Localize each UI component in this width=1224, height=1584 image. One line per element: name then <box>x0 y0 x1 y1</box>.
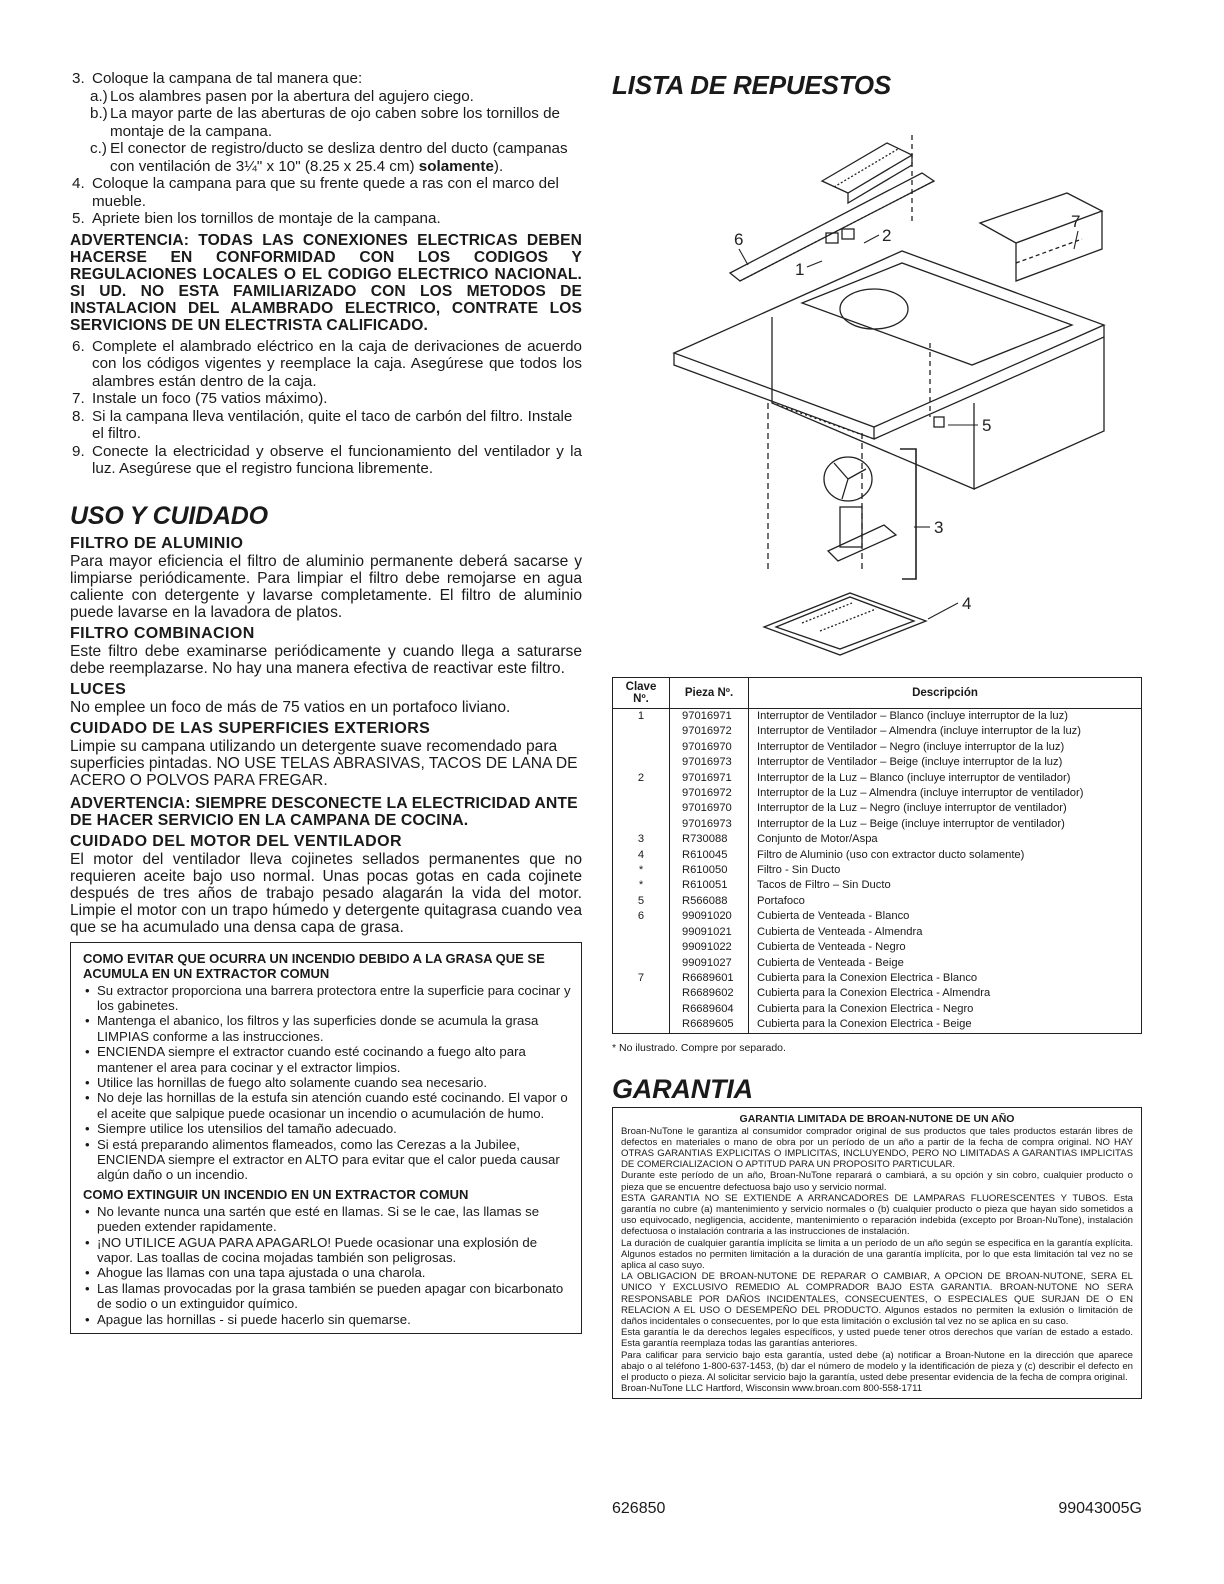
col-header-part: Pieza Nº. <box>670 678 749 709</box>
fire-prevention-item: • Utilice las hornillas de fuego alto solamente cuando sea necesario. <box>83 1075 571 1090</box>
fire-prevention-item: • ENCIENDA siempre el extractor cuando esté cocinando a fuego alto para mantener el area para cocinar y el extractor limpios. <box>83 1044 571 1075</box>
cell-desc: Filtro - Sin Ducto <box>757 864 841 877</box>
hood-top-surface <box>674 251 1104 427</box>
cell-desc: Cubierta de Venteada - Almendra <box>757 925 923 938</box>
fire-prevention-item: • Si está preparando alimentos flameados, como las Cerezas a la Jubilee, ENCIENDA siempre el extractor en ALTO para evitar que el calor pueda causar algún daño o un incendio. <box>83 1137 571 1183</box>
cell-desc: Cubierta para la Conexion Electrica - Negro <box>757 1002 974 1015</box>
fire-extinguish-list <box>83 1204 571 1327</box>
cell-key: 2 <box>613 771 670 786</box>
table-row <box>613 940 1142 955</box>
table-row <box>613 771 1142 786</box>
cell-desc: Filtro de Aluminio (uso con extractor ducto solamente) <box>757 848 1025 861</box>
cell-desc: Interruptor de la Luz – Blanco (incluye interruptor de ventilador) <box>757 771 1071 784</box>
table-row <box>613 894 1142 909</box>
install-step-5: 5. Apriete bien los tornillos de montaje de la campana. <box>72 210 441 227</box>
cell-key: * <box>613 863 670 878</box>
install-substep-b: b.) La mayor parte de las aberturas de ojo caben sobre los tornillos de montaje de la campana. <box>90 105 560 140</box>
table-row <box>613 925 1142 940</box>
callout-3: 3 <box>934 518 944 537</box>
warranty-heading: GARANTIA LIMITADA DE BROAN-NUTONE DE UN AÑO <box>739 1112 1015 1125</box>
table-row <box>613 832 1142 847</box>
cell-part: 97016972 <box>670 786 749 801</box>
warranty-text <box>621 1126 1133 1395</box>
garantia-title: GARANTIA <box>612 1073 753 1104</box>
cell-part: R730088 <box>670 832 749 847</box>
warranty-paragraph: Para calificar para servicio bajo esta garantía, usted debe (a) notificar a Broan-Nutone en la dirección que aparece abajo o al teléfono 1-800-637-1453, (b) dar el número de modelo y la identificación de pieza y (c) describir el defecto en el producto o pieza. Al solicitar servicio bajo la garantía, usted debe presentar evidencia de la fecha de compra original. <box>621 1349 1133 1383</box>
cell-part: R6689601 <box>670 971 749 986</box>
fire-prevention-item: • Mantenga el abanico, los filtros y las superficies donde se acumula la grasa LIMPIAS conforme a las instrucciones. <box>83 1013 571 1044</box>
callout-5: 5 <box>982 416 992 435</box>
warranty-paragraph: Broan-NuTone LLC Hartford, Wisconsin www.broan.com 800-558-1711 <box>621 1383 923 1395</box>
table-row <box>613 1002 1142 1017</box>
cell-desc: Interruptor de Ventilador – Almendra (incluye interruptor de la luz) <box>757 725 1081 738</box>
care-heading-aluminio: FILTRO DE ALUMINIO <box>70 534 244 552</box>
table-row <box>613 786 1142 801</box>
cell-part: 97016972 <box>670 724 749 739</box>
exhaust-opening <box>840 289 908 329</box>
parts-footnote: * No ilustrado. Compre por separado. <box>612 1041 786 1054</box>
callout-6: 6 <box>734 230 744 249</box>
table-row <box>613 909 1142 924</box>
care-text-aluminio: Para mayor eficiencia el filtro de aluminio permanente deberá sacarse y limpiarse periódicamente. Para limpiar el filtro debe remojarse en agua caliente con detergente y lavarse completamente. El filtro de aluminio puede lavarse en la lavadora de platos. <box>70 552 582 621</box>
table-row <box>613 1017 1142 1033</box>
install-step-8: 8. Si la campana lleva ventilación, quite el taco de carbón del filtro. Instale el filtro. <box>72 407 573 442</box>
warranty-paragraph: ESTA GARANTIA NO SE EXTIENDE A ARRANCADORES DE LAMPARAS FLUORESCENTES Y TUBOS. Esta garantía no cubre (a) mantenimiento y servicio normales o (b) cualquier producto o pieza que hayan sido sometidos a uso equivocado, negligencia, accidente, mantenimiento o reparación indebida (excepto por Broan-NuTone), instalación defectuosa o instalación contraria a las instrucciones de instalación. <box>621 1192 1133 1238</box>
cell-desc: Cubierta de Venteada - Negro <box>757 941 906 954</box>
cell-part: R6689602 <box>670 986 749 1001</box>
table-row <box>613 709 1142 725</box>
cell-part: 99091020 <box>670 909 749 924</box>
table-row <box>613 755 1142 770</box>
install-step-9: 9. Conecte la electricidad y observe el funcionamiento del ventilador y la luz. Asegúrese que el registro funciona libremente. <box>72 442 582 477</box>
table-row <box>613 956 1142 971</box>
install-substep-a: a.) Los alambres pasen por la abertura del agujero ciego. <box>90 87 474 105</box>
care-text-combinacion: Este filtro debe examinarse periódicamente y cuando llega a saturarse debe reemplazarse. No hay una manera efectiva de reactivar este filtro. <box>70 642 582 677</box>
warranty-paragraph: LA OBLIGACION DE BROAN-NUTONE DE REPARAR O CAMBIAR, A OPCION DE BROAN-NUTONE, SERA EL UNICO Y EXCLUSIVO REMEDIO AL COMPRADOR BAJO ESTA GARANTIA. BROAN-NUTONE NO SERA RESPONSABLE POR DAÑOS INCIDENTALES, CONSECUENTES, O ESPECIALES QUE SURJAN DE O EN RELACION A EL USO O DESEMPEÑO DEL PRODUCTO. Algunos estados no permiten la exlusión o limitación de daños incidentales o consecuentes, por lo que esta limitación o exclusión tal vez no se aplica en su caso. <box>621 1271 1133 1327</box>
table-row <box>613 801 1142 816</box>
warranty-box <box>612 1107 1142 1400</box>
install-step-7: 7. Instale un foco (75 vatios máximo). <box>72 390 328 407</box>
cell-desc: Interruptor de Ventilador – Negro (incluye interruptor de la luz) <box>757 740 1065 753</box>
cell-key <box>613 740 670 755</box>
table-row <box>613 986 1142 1001</box>
cell-key <box>613 986 670 1001</box>
cell-desc: Tacos de Filtro – Sin Ducto <box>757 879 891 892</box>
cell-desc: Conjunto de Motor/Aspa <box>757 833 878 846</box>
cell-part: R6689605 <box>670 1017 749 1033</box>
cell-key <box>613 817 670 832</box>
cell-desc: Interruptor de la Luz – Negro (incluye interruptor de ventilador) <box>757 802 1067 815</box>
fire-extinguish-item: • ¡NO UTILICE AGUA PARA APAGARLO! Puede ocasionar una explosión de vapor. Las toallas de cocina mojadas también son peligrosas. <box>83 1235 571 1266</box>
range-hood-drawing <box>674 135 1104 655</box>
filter-part <box>764 593 926 655</box>
electrical-warning: ADVERTENCIA: TODAS LAS CONEXIONES ELECTRICAS DEBEN HACERSE EN CONFORMIDAD CON LOS CODIGOS Y REGULACIONES LOCALES O EL CODIGO ELECTRICO NACIONAL. SI UD. NO ESTA FAMILIARIZADO CON LOS METODOS DE INSTALACION DEL ALAMBRADO ELECTRICO, CONTRATE LOS SERVICIONS DE UN ELECTRISTA CALIFICADO. <box>70 231 582 334</box>
warranty-paragraph: Durante este período de un año, Broan-NuTone reparará o cambiará, a su opción y sin cobro, cualquier producto o pieza que se encuentre defectuosa bajo uso y servicio normal. <box>621 1170 1133 1193</box>
service-warning: ADVERTENCIA: SIEMPRE DESCONECTE LA ELECTRICIDAD ANTE DE HACER SERVICIO EN LA CAMPANA DE COCINA. <box>70 794 578 829</box>
cell-desc: Interruptor de Ventilador – Beige (incluye interruptor de la luz) <box>757 756 1063 769</box>
cell-desc: Cubierta para la Conexion Electrica - Beige <box>757 1018 972 1031</box>
cell-desc: Cubierta de Venteada - Beige <box>757 956 904 969</box>
callout-7: 7 <box>1071 212 1081 231</box>
callout-2: 2 <box>882 226 892 245</box>
cell-key <box>613 956 670 971</box>
fire-extinguish-item: • Ahogue las llamas con una tapa ajustada o una charola. <box>83 1265 571 1280</box>
cell-key: 1 <box>613 709 670 725</box>
cell-part: 99091021 <box>670 925 749 940</box>
cell-key: 6 <box>613 909 670 924</box>
table-row <box>613 740 1142 755</box>
motor-care-text: El motor del ventilador lleva cojinetes sellados permanentes que no requieren aceite bajo uso normal. Unas pocas gotas en cada cojinete después de tres años de trabajo pesado alagarán la vida del motor. Limpie el motor con un trapo húmedo y detergente quitagrasa cuando vea que se ha acumulado una densa capa de grasa. <box>70 850 582 936</box>
cell-part: R566088 <box>670 894 749 909</box>
cell-part: 97016971 <box>670 771 749 786</box>
fire-prevention-item: • Su extractor proporciona una barrera protectora entre la superficie para cocinar y los gabinetes. <box>83 983 571 1014</box>
cell-part: 97016971 <box>670 709 749 725</box>
parts-list-title: LISTA DE REPUESTOS <box>612 70 892 100</box>
warranty-paragraph: La duración de cualquier garantía implícita se limita a un período de un año según se especifica en la garantía explícita. Algunos estados no permiten limitación a la duración de una garantía implícita, por lo que esta limitación tal vez no se aplica al caso suyo. <box>621 1237 1133 1271</box>
table-row <box>613 971 1142 986</box>
table-row <box>613 724 1142 739</box>
col-header-key: Clave Nº. <box>613 678 670 709</box>
cell-part: R610045 <box>670 848 749 863</box>
cell-part: 99091022 <box>670 940 749 955</box>
parts-table-body <box>613 709 1142 1034</box>
care-text-luces: No emplee un foco de más de 75 vatios en un portafoco liviano. <box>70 698 511 716</box>
fire-extinguish-item: • Las llamas provocadas por la grasa también se pueden apagar con bicarbonato de sodio o un extinguidor químico. <box>83 1281 571 1312</box>
table-row <box>613 848 1142 863</box>
table-row <box>613 817 1142 832</box>
lamp-socket-part <box>934 417 944 427</box>
col-header-desc: Descripción <box>749 678 1142 709</box>
cell-desc: Cubierta de Venteada - Blanco <box>757 910 910 923</box>
vent-cover-part <box>730 173 934 281</box>
install-substep-c: c.) El conector de registro/ducto se desliza dentro del ducto (campanas con ventilación de 3¼" x 10" (8.25 x 25.4 cm) solamente). <box>90 140 568 175</box>
fire-extinguish-item: • Apague las hornillas - si puede hacerlo sin quemarse. <box>83 1312 571 1327</box>
parts-table-header <box>613 678 1142 709</box>
table-row <box>613 863 1142 878</box>
parts-table <box>612 677 1142 1034</box>
care-heading-luces: LUCES <box>70 680 127 698</box>
uso-y-cuidado-title: USO Y CUIDADO <box>70 501 268 530</box>
cell-key <box>613 940 670 955</box>
fire-prevention-heading: COMO EVITAR QUE OCURRA UN INCENDIO DEBIDO A LA GRASA QUE SE ACUMULA EN UN EXTRACTOR COMUN <box>83 950 545 981</box>
cell-key <box>613 755 670 770</box>
fire-extinguish-item: • No levante nunca una sartén que esté en llamas. Si se le cae, las llamas se pueden extender rapidamente. <box>83 1204 571 1235</box>
care-text-superficies: Limpie su campana utilizando un detergente suave recomendado para superficies pintadas. NO USE TELAS ABRASIVAS, TACOS DE LANA DE ACERO O POLVOS PARA FREGAR. <box>70 737 578 789</box>
fan-switch-part <box>826 233 838 243</box>
fire-safety-box <box>70 942 582 1335</box>
cell-part: 97016973 <box>670 755 749 770</box>
warranty-paragraph: Broan-NuTone le garantiza al consumidor comprador original de sus productos que tales productos estarán libres de defectos en materiales o mano de obra por un período de un año a partir de la fecha de compra original. NO HAY OTRAS GARANTIAS EXPLICITAS O IMPLICITAS, INCLUYENDO, PERO NO LIMITADAS A GARANTIAS IMPLICITAS DE COMERCIALIZACION O APTITUD PARA UN PROPOSITO PARTICULAR. <box>621 1125 1133 1171</box>
cell-key <box>613 801 670 816</box>
cell-part: R610050 <box>670 863 749 878</box>
table-row <box>613 878 1142 893</box>
cell-desc: Portafoco <box>757 894 805 907</box>
footer-right-number: 99043005G <box>1058 1500 1142 1517</box>
cell-key <box>613 1017 670 1033</box>
cell-key <box>613 786 670 801</box>
warranty-paragraph: Esta garantía le da derechos legales específicos, y usted puede tener otros derechos que varían de estado a estado. Esta garantía reemplaza todas las garantías anteriores. <box>621 1327 1133 1350</box>
left-column <box>70 0 582 1334</box>
cell-key <box>613 724 670 739</box>
fire-extinguish-heading: COMO EXTINGUIR UN INCENDIO EN UN EXTRACTOR COMUN <box>83 1186 469 1202</box>
cell-key: * <box>613 878 670 893</box>
fire-prevention-list <box>83 983 571 1183</box>
cell-part: 99091027 <box>670 956 749 971</box>
cell-key: 4 <box>613 848 670 863</box>
motor-care-heading: CUIDADO DEL MOTOR DEL VENTILADOR <box>70 832 402 850</box>
callout-leader-lines <box>739 231 1078 619</box>
care-heading-combinacion: FILTRO COMBINACION <box>70 624 255 642</box>
install-step-6: 6. Complete el alambrado eléctrico en la caja de derivaciones de acuerdo con los códigos vigentes y reemplace la caja. Asegúrese que todos los alambres están dentro de la caja. <box>72 337 582 390</box>
cell-part: 97016973 <box>670 817 749 832</box>
cell-key: 3 <box>613 832 670 847</box>
care-heading-superficies: CUIDADO DE LAS SUPERFICIES EXTERIORS <box>70 719 431 737</box>
cell-desc: Cubierta para la Conexion Electrica - Almendra <box>757 987 991 1000</box>
install-step-3: 3. Coloque la campana de tal manera que: <box>72 70 363 87</box>
cell-key: 5 <box>613 894 670 909</box>
electrical-cover-part <box>980 193 1102 243</box>
install-step-4: 4. Coloque la campana para que su frente quede a ras con el marco del mueble. <box>72 175 559 210</box>
fire-prevention-item: • Siempre utilice los utensilios del tamaño adecuado. <box>83 1121 571 1136</box>
cell-part: 97016970 <box>670 801 749 816</box>
cell-part: 97016970 <box>670 740 749 755</box>
callout-1: 1 <box>795 260 805 279</box>
cell-part: R610051 <box>670 878 749 893</box>
cell-key <box>613 925 670 940</box>
callout-4: 4 <box>962 594 972 613</box>
cell-key <box>613 1002 670 1017</box>
cell-desc: Cubierta para la Conexion Electrica - Blanco <box>757 971 978 984</box>
exploded-parts-diagram <box>612 103 1142 661</box>
cell-part: R6689604 <box>670 1002 749 1017</box>
cell-key: 7 <box>613 971 670 986</box>
right-column <box>612 0 1142 1399</box>
cell-desc: Interruptor de Ventilador – Blanco (incluye interruptor de la luz) <box>757 710 1068 722</box>
cell-desc: Interruptor de la Luz – Beige (incluye interruptor de ventilador) <box>757 817 1065 830</box>
footer-left-number: 626850 <box>612 1500 666 1517</box>
light-switch-part <box>842 229 854 239</box>
cell-desc: Interruptor de la Luz – Almendra (incluye interruptor de ventilador) <box>757 787 1084 800</box>
fire-prevention-item: • No deje las hornillas de la estufa sin atención cuando esté cocinando. El vapor o el aceite que salpique puede ocasionar un incendio o acumulación de humo. <box>83 1090 571 1121</box>
